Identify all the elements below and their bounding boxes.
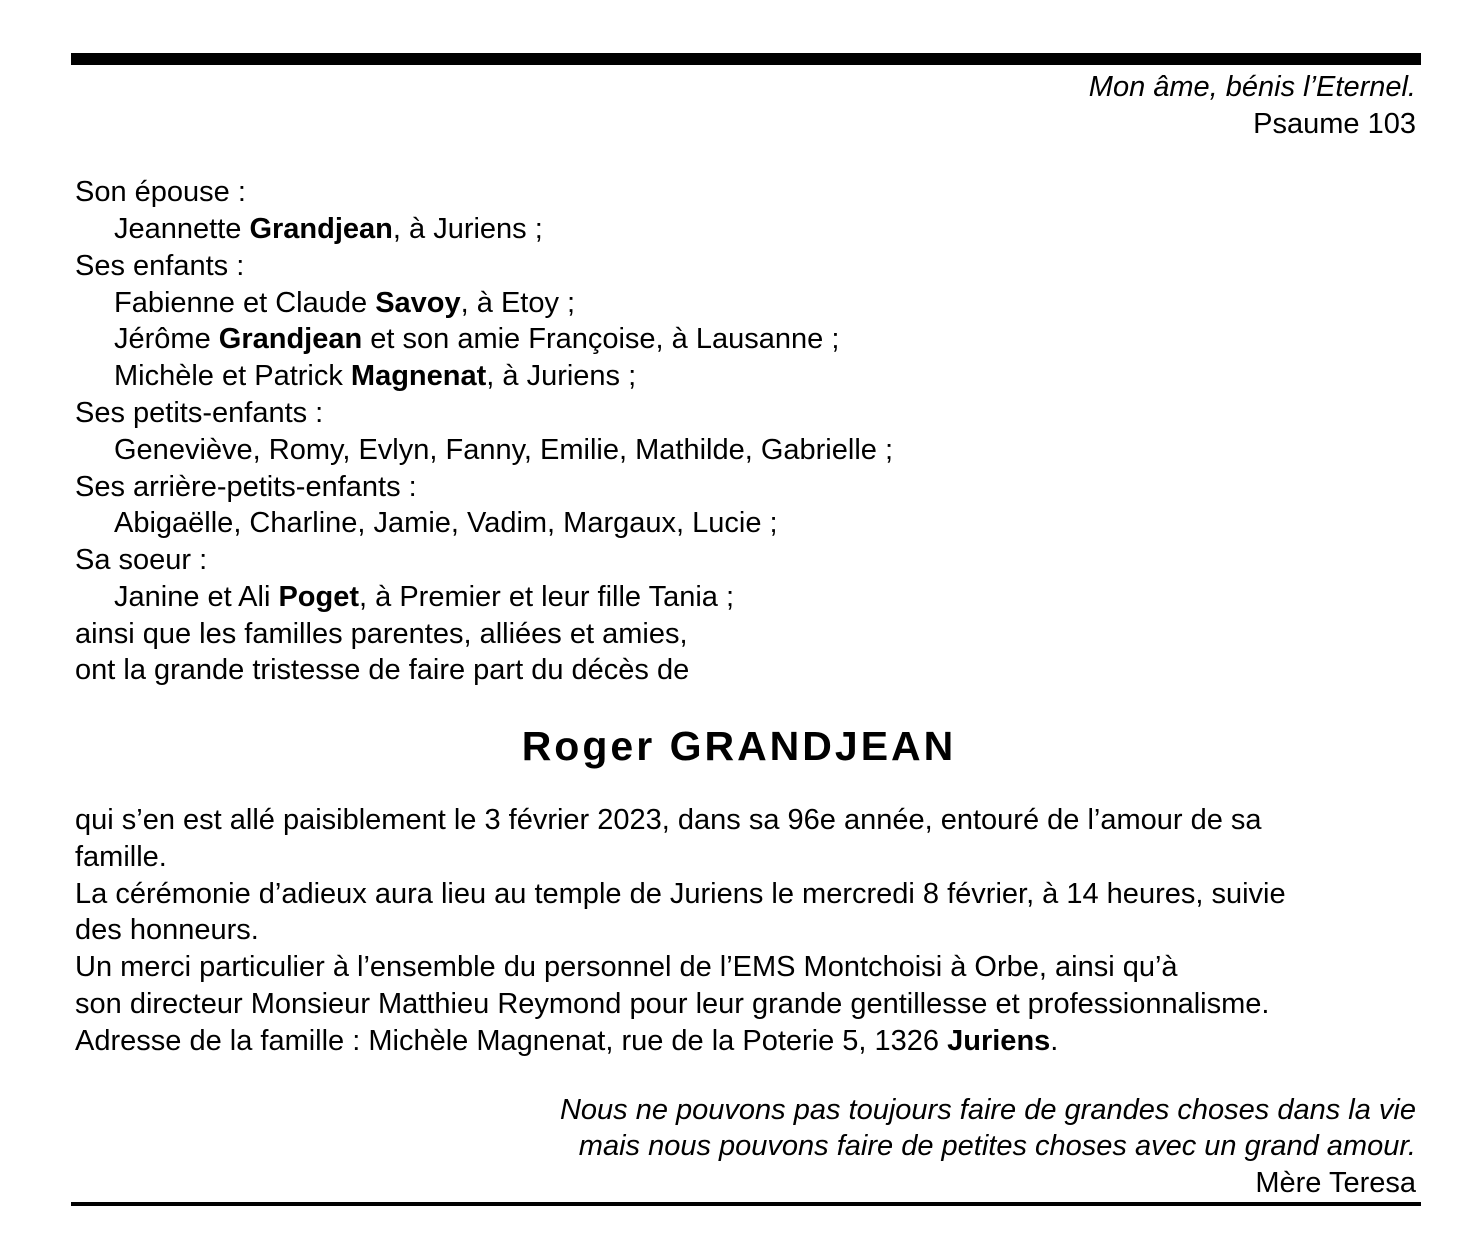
family-label-spouse: Son épouse : — [75, 176, 246, 208]
address-text: Adresse de la famille : Michèle Magnenat, rue de la Poterie 5, 1326 — [75, 1025, 948, 1057]
name-prefix: Michèle et Patrick — [114, 360, 351, 392]
name-prefix: Jérôme — [114, 323, 219, 355]
family-member-grandchildren — [114, 432, 893, 468]
name-suffix: , à Etoy ; — [460, 287, 576, 319]
footer-quote-author: Mère Teresa — [1255, 1167, 1416, 1199]
family-closing-line: ainsi que les familles parentes, alliées et amies, — [75, 618, 688, 650]
body-text: son directeur Monsieur Matthieu Reymond pour leur grande gentillesse et professionnalisme. — [75, 988, 1270, 1020]
deceased-first-name: Roger — [521, 723, 656, 769]
footer-quote-line-1: Nous ne pouvons pas toujours faire de grandes choses dans la vie — [559, 1094, 1416, 1126]
family-member-child — [114, 321, 839, 357]
deceased-last-name: GRANDJEAN — [669, 723, 957, 769]
family-label-children: Ses enfants : — [75, 250, 245, 282]
announcement-line: ont la grande tristesse de faire part du décès de — [75, 654, 690, 686]
surname: Savoy — [375, 287, 461, 319]
name-suffix: et son amie Françoise, à Lausanne ; — [362, 323, 840, 355]
name-prefix: Jeannette — [114, 213, 250, 245]
surname: Grandjean — [249, 213, 393, 245]
names: Abigaëlle, Charline, Jamie, Vadim, Margaux, Lucie ; — [114, 507, 778, 539]
family-member-child — [114, 285, 575, 321]
family-label-sister: Sa soeur : — [75, 544, 208, 576]
family-member-spouse — [114, 211, 543, 247]
name-prefix: Fabienne et Claude — [114, 287, 376, 319]
body-text: qui s’en est allé paisiblement le 3 février 2023, dans sa 96e année, entouré de l’amour de sa — [75, 804, 1262, 836]
address-locality: Juriens — [947, 1025, 1051, 1057]
surname: Grandjean — [218, 323, 363, 355]
body-line — [75, 949, 1178, 985]
bottom-rule — [71, 1202, 1421, 1206]
family-label-great-grandchildren: Ses arrière-petits-enfants : — [75, 471, 417, 503]
names: Geneviève, Romy, Evlyn, Fanny, Emilie, Mathilde, Gabrielle ; — [114, 434, 894, 466]
family-member-great-grandchildren — [114, 505, 778, 541]
body-line — [75, 912, 259, 948]
family-member-child — [114, 358, 636, 394]
surname: Poget — [278, 581, 360, 613]
body-line — [75, 986, 1269, 1022]
name-suffix: , à Juriens ; — [392, 213, 543, 245]
name-prefix: Janine et Ali — [114, 581, 279, 613]
body-line — [75, 802, 1262, 838]
footer-quote-line-2: mais nous pouvons faire de petites choses avec un grand amour. — [578, 1130, 1416, 1162]
body-text: famille. — [75, 841, 167, 873]
body-text: Un merci particulier à l’ensemble du personnel de l’EMS Montchoisi à Orbe, ainsi qu’à — [75, 951, 1178, 983]
surname: Magnenat — [350, 360, 487, 392]
body-line — [75, 839, 167, 875]
body-line — [75, 876, 1286, 912]
body-text: des honneurs. — [75, 914, 259, 946]
top-rule — [71, 53, 1421, 65]
header-quote-source: Psaume 103 — [1253, 108, 1416, 140]
family-label-grandchildren: Ses petits-enfants : — [75, 397, 324, 429]
deceased-name — [0, 722, 1478, 770]
address-suffix: . — [1050, 1025, 1059, 1057]
family-address — [75, 1023, 1058, 1059]
name-suffix: , à Premier et leur fille Tania ; — [359, 581, 735, 613]
name-suffix: , à Juriens ; — [486, 360, 637, 392]
body-text: La cérémonie d’adieux aura lieu au temple de Juriens le mercredi 8 février, à 14 heures, suivie — [75, 878, 1286, 910]
family-member-sister — [114, 579, 734, 615]
header-quote: Mon âme, bénis l’Eternel. — [1088, 71, 1416, 103]
